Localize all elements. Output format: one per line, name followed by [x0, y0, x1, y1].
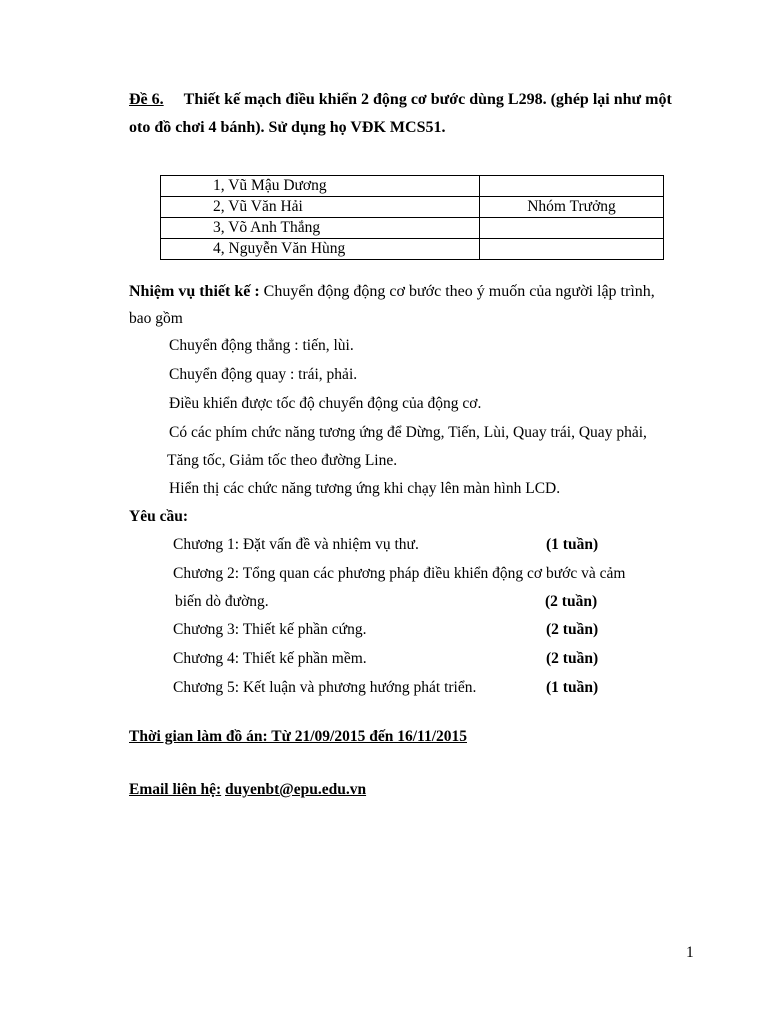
- member-name: 4, Nguyễn Văn Hùng: [161, 239, 480, 260]
- table-row: [161, 176, 664, 197]
- title-line-2: oto đồ chơi 4 bánh). Sử dụng họ VĐK MCS51.: [129, 119, 446, 136]
- chapter-text: Chương 4: Thiết kế phần mềm.: [173, 650, 367, 667]
- task-item: Tăng tốc, Giảm tốc theo đường Line.: [167, 452, 398, 469]
- task-intro: Chuyển động động cơ bước theo ý muốn của người lập trình,: [263, 283, 655, 300]
- task-heading-line: [129, 283, 655, 301]
- task-item: Điều khiển được tốc độ chuyển động của động cơ.: [169, 395, 482, 412]
- table-row: [161, 239, 664, 260]
- title-text: Thiết kế mạch điều khiển 2 động cơ bước dùng L298. (ghép lại như một: [183, 91, 672, 108]
- timeline: Thời gian làm đồ án: Từ 21/09/2015 đến 16/11/2015: [129, 728, 467, 745]
- chapter-weeks: (1 tuần): [546, 679, 599, 696]
- task-item: Có các phím chức năng tương ứng để Dừng, Tiến, Lùi, Quay trái, Quay phải,: [169, 424, 647, 441]
- task-item: Hiển thị các chức năng tương ứng khi chạy lên màn hình LCD.: [169, 480, 561, 497]
- de-label: Đề 6.: [129, 91, 164, 108]
- members-table: [160, 175, 664, 260]
- task-intro-cont: bao gồm: [129, 310, 183, 327]
- chapter-text: biến dò đường.: [175, 593, 269, 610]
- member-role: [480, 218, 664, 239]
- title-line-1: [129, 91, 672, 109]
- requirements-label: Yêu cầu:: [129, 508, 188, 525]
- chapter-text: Chương 5: Kết luận và phương hướng phát triển.: [173, 679, 477, 696]
- member-name: 3, Võ Anh Thắng: [161, 218, 480, 239]
- chapter-text: Chương 2: Tổng quan các phương pháp điều khiển động cơ bước và cảm: [173, 565, 626, 582]
- chapter-weeks: (2 tuần): [546, 621, 599, 638]
- page-number: 1: [686, 944, 694, 961]
- chapter-text: Chương 3: Thiết kế phần cứng.: [173, 621, 367, 638]
- member-name: 2, Vũ Văn Hải: [161, 197, 480, 218]
- task-item: Chuyển động thẳng : tiến, lùi.: [169, 337, 354, 354]
- task-label: Nhiệm vụ thiết kế :: [129, 283, 260, 300]
- chapter-weeks: (1 tuần): [546, 536, 599, 553]
- member-role: [480, 239, 664, 260]
- member-name: 1, Vũ Mậu Dương: [161, 176, 480, 197]
- task-item: Chuyển động quay : trái, phải.: [169, 366, 358, 383]
- chapter-text: Chương 1: Đặt vấn đề và nhiệm vụ thư.: [173, 536, 419, 553]
- member-role: Nhóm Trưởng: [480, 197, 664, 218]
- contact-line: [129, 781, 366, 799]
- table-row: [161, 218, 664, 239]
- chapter-weeks: (2 tuần): [545, 593, 598, 610]
- email-link[interactable]: duyenbt@epu.edu.vn: [225, 781, 367, 798]
- chapter-weeks: (2 tuần): [546, 650, 599, 667]
- table-row: [161, 197, 664, 218]
- member-role: [480, 176, 664, 197]
- contact-label: Email liên hệ:: [129, 781, 222, 798]
